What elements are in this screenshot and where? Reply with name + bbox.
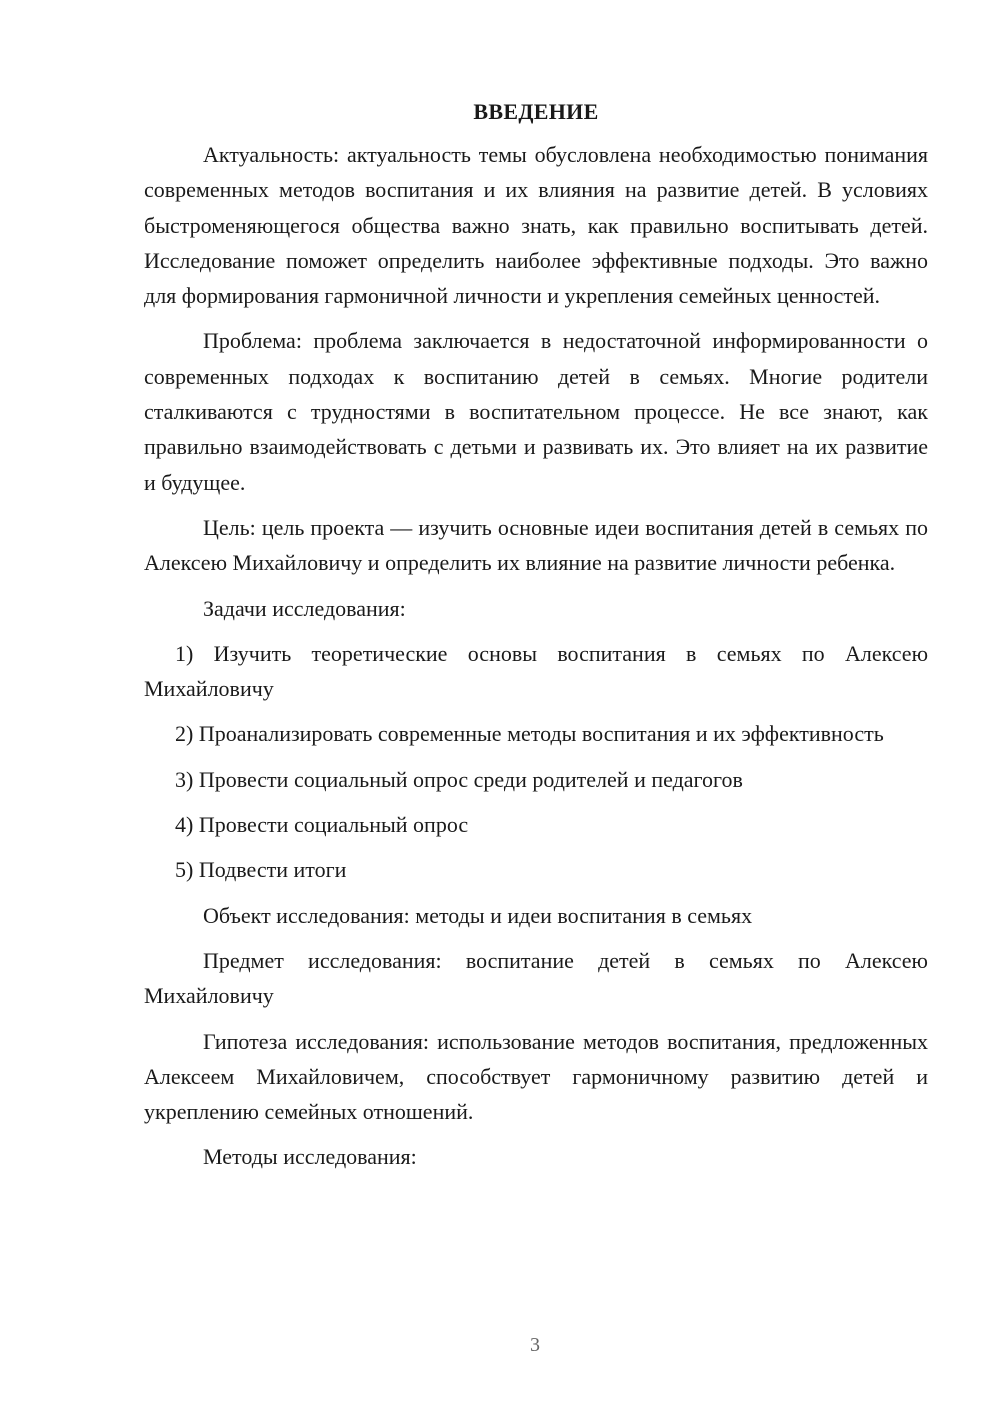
document-body (144, 94, 928, 1185)
goal-paragraph: Цель: цель проекта — изучить основные идеи воспитания детей в семьях по Алексею Михайловичу и определить их влияние на развитие личности ребенка. (144, 514, 928, 576)
task-item: 3) Провести социальный опрос среди родителей и педагогов (175, 766, 743, 792)
task-item: 1) Изучить теоретические основы воспитания в семьях по Алексею Михайловичу (144, 640, 928, 702)
subject-paragraph: Предмет исследования: воспитание детей в семьях по Алексею Михайловичу (144, 947, 928, 1009)
hypothesis-paragraph: Гипотеза исследования: использование методов воспитания, предложенных Алексеем Михайловичем, способствует гармоничному развитию детей и укреплению семейных отношений. (144, 1028, 928, 1125)
task-item: 2) Проанализировать современные методы воспитания и их эффективность (175, 721, 884, 747)
tasks-heading: Задачи исследования: (203, 595, 406, 621)
section-title: ВВЕДЕНИЕ (473, 99, 599, 124)
problem-paragraph: Проблема: проблема заключается в недостаточной информированности о современных подходах к воспитанию детей в семьях. Многие родители сталкиваются с трудностями в воспитательном процессе. Не все знают, как правильно взаимодействовать с детьми и развивать их. Это влияет на их развитие и будущее. (144, 328, 928, 495)
page-number: 3 (530, 1334, 540, 1356)
methods-heading: Методы исследования: (203, 1144, 417, 1170)
task-item: 5) Подвести итоги (175, 857, 347, 883)
object-paragraph: Объект исследования: методы и идеи воспитания в семьях (203, 902, 753, 928)
task-item: 4) Провести социальный опрос (175, 812, 469, 838)
relevance-paragraph: Актуальность: актуальность темы обусловлена необходимостью понимания современных методов воспитания и их влияния на развитие детей. В условиях быстроменяющегося общества важно знать, как правильно воспитывать детей. Исследование поможет определить наиболее эффективные подходы. Это важно для формирования гармоничной личности и укрепления семейных ценностей. (144, 142, 928, 309)
